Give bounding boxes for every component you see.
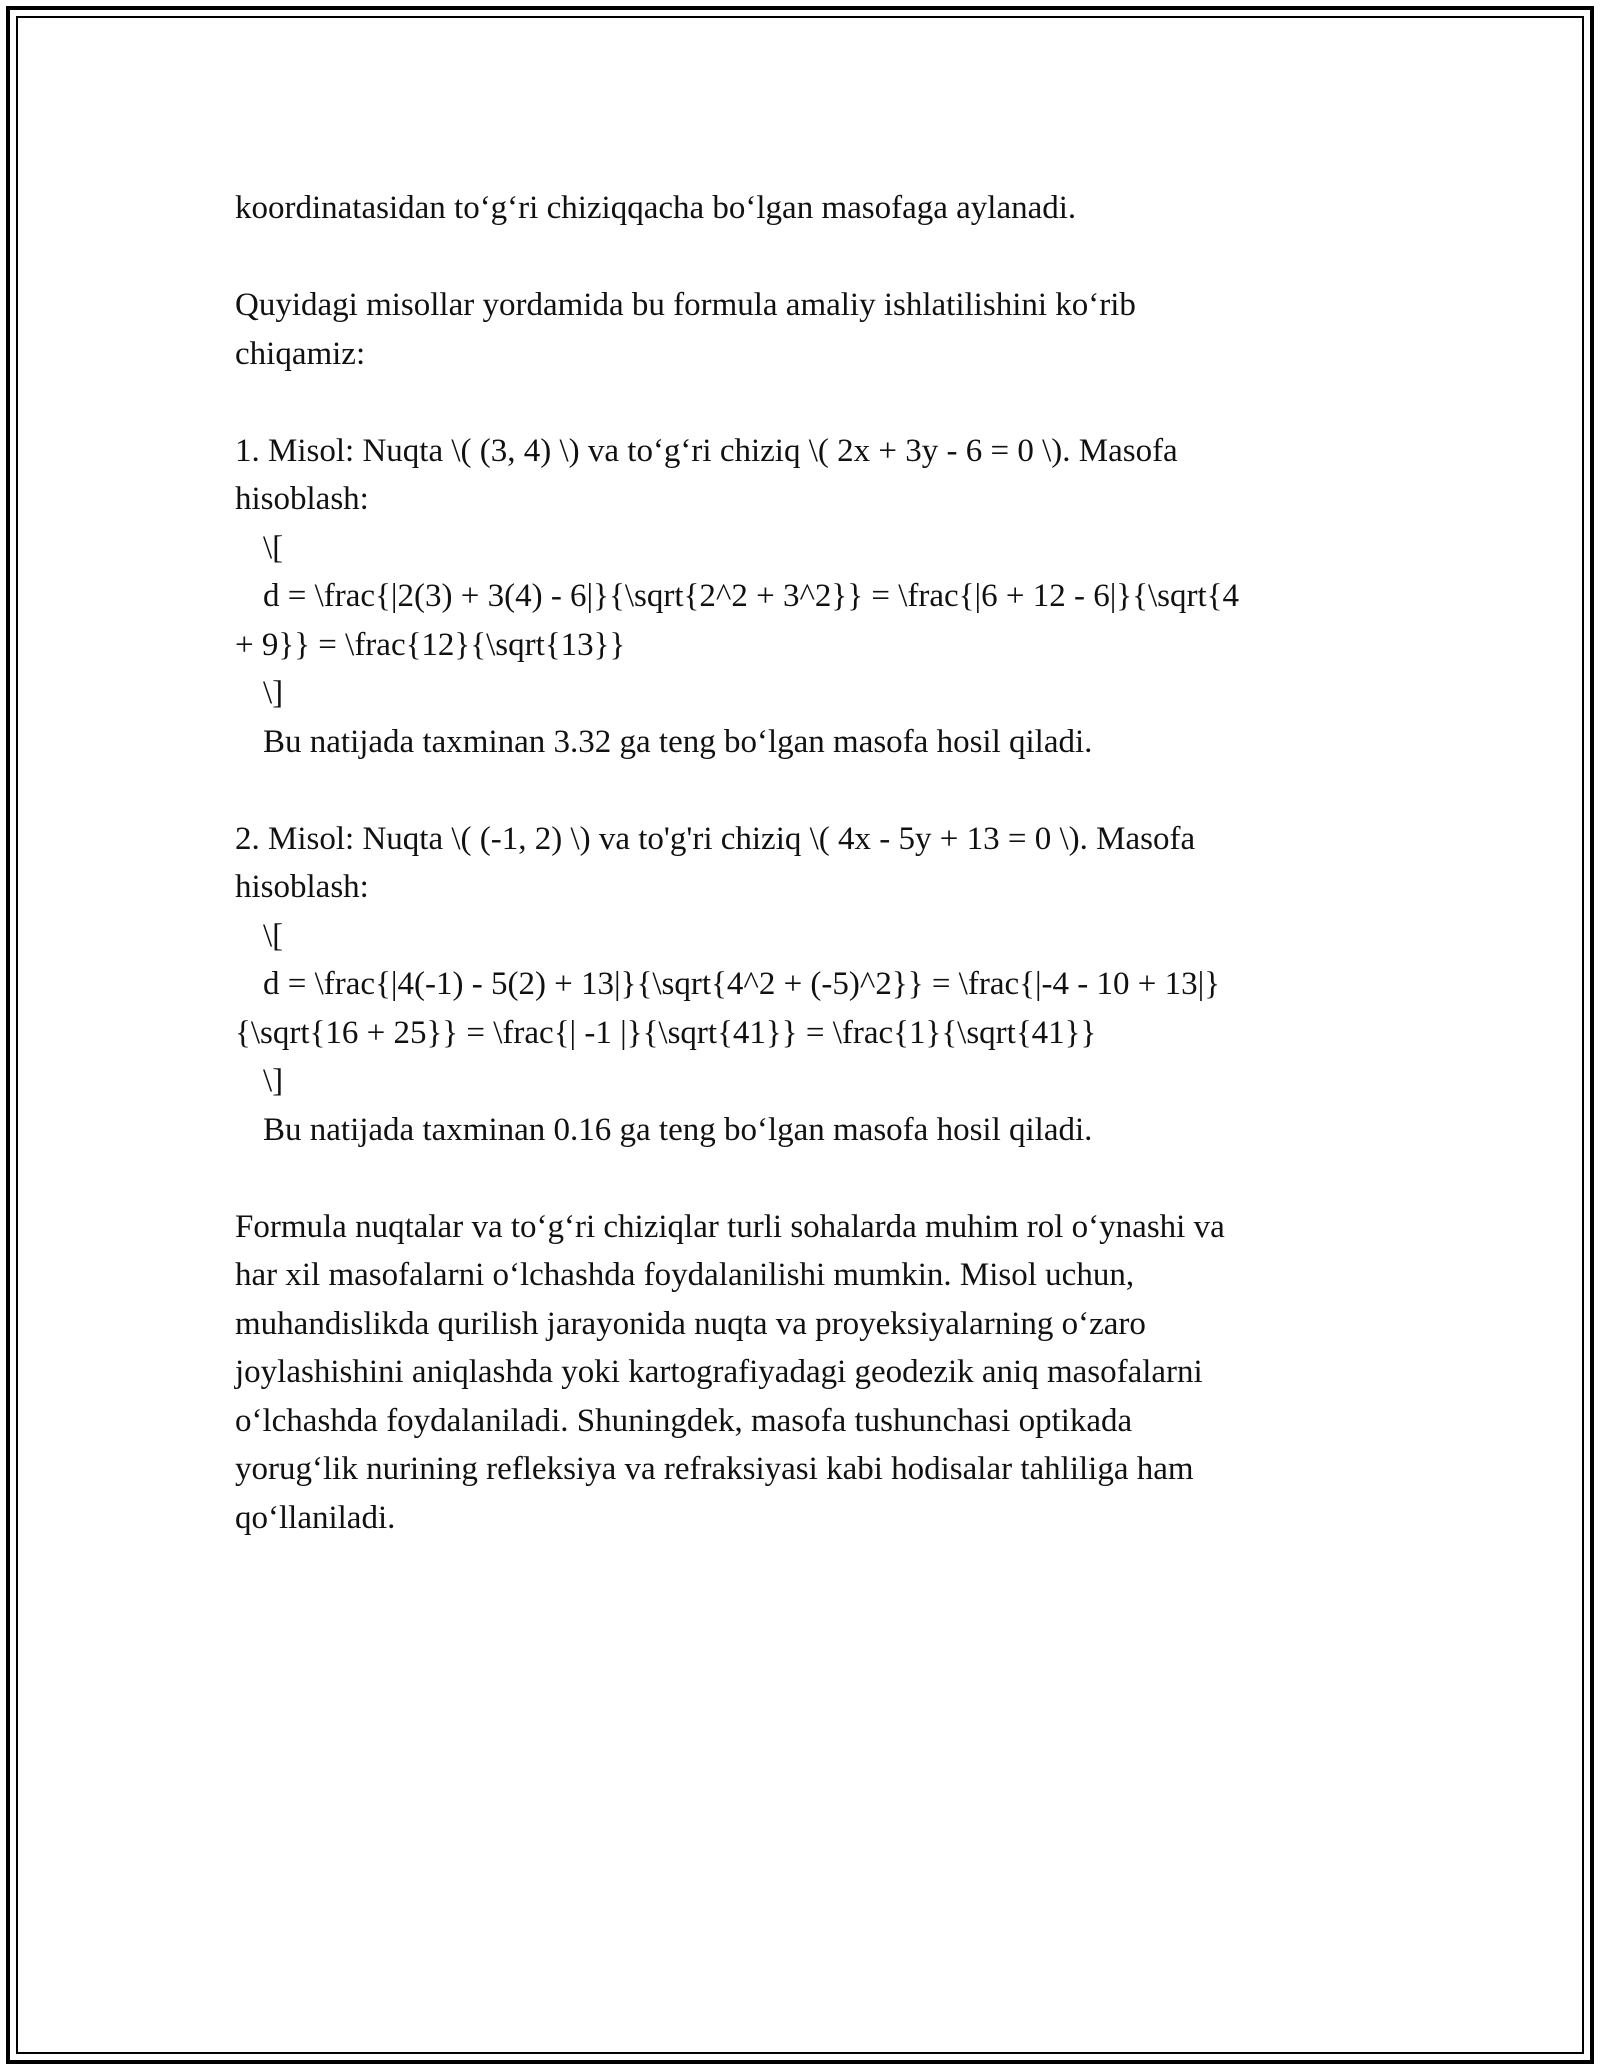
examples-intro-paragraph: [235, 281, 1355, 378]
example-1-formula: + 9}} = \frac{12}{\sqrt{13}}: [235, 626, 626, 663]
text-line: o‘lchashda foydalaniladi. Shuningdek, masofa tushunchasi optikada: [235, 1402, 1133, 1439]
example-1-formula: d = \frac{|2(3) + 3(4) - 6|}{\sqrt{2^2 + 3^2}} = \frac{|6 + 12 - 6|}{\sqrt{4: [263, 578, 1239, 614]
paragraph-gap: [235, 233, 1355, 282]
text-line: Formula nuqtalar va to‘g‘ri chiziqlar turli sohalarda muhim rol o‘ynashi va: [235, 1208, 1225, 1245]
text-line: koordinatasidan to‘g‘ri chiziqqacha bo‘lgan masofaga aylanadi.: [235, 190, 1077, 226]
intro-paragraph: [235, 184, 1355, 233]
example-2-result: Bu natijada taxminan 0.16 ga teng bo‘lgan masofa hosil qiladi.: [263, 1111, 1093, 1148]
document-body: [235, 184, 1355, 1542]
text-line: muhandislikda qurilish jarayonida nuqta va proyeksiyalarning o‘zaro: [235, 1305, 1146, 1342]
example-2-heading: hisoblash:: [235, 869, 369, 905]
example-1-open-bracket: \[: [263, 529, 284, 566]
text-line: Quyidagi misollar yordamida bu formula amaliy ishlatilishini ko‘rib: [235, 287, 1136, 323]
example-1-close-bracket: \]: [263, 675, 284, 711]
text-line: qo‘llaniladi.: [235, 1499, 396, 1536]
example-2-formula: {\sqrt{16 + 25}} = \frac{| -1 |}{\sqrt{41}} = \frac{1}{\sqrt{41}}: [235, 1014, 1097, 1051]
paragraph-gap: [235, 1154, 1355, 1203]
text-line: har xil masofalarni o‘lchashda foydalanilishi mumkin. Misol uchun,: [235, 1257, 1135, 1293]
paragraph-gap: [235, 378, 1355, 427]
example-2: [235, 815, 1355, 1155]
text-line: joylashishini aniqlashda yoki kartografiyadagi geodezik aniq masofalarni: [235, 1354, 1203, 1390]
example-2-open-bracket: \[: [263, 917, 284, 954]
example-2-close-bracket: \]: [263, 1063, 284, 1099]
example-1-heading: 1. Misol: Nuqta \( (3, 4) \) va to‘g‘ri chiziq \( 2x + 3y - 6 = 0 \). Masofa: [235, 432, 1178, 469]
paragraph-gap: [235, 766, 1355, 815]
example-2-formula: d = \frac{|4(-1) - 5(2) + 13|}{\sqrt{4^2 + (-5)^2}} = \frac{|-4 - 10 + 13|}: [263, 966, 1221, 1002]
text-line: chiqamiz:: [235, 335, 366, 372]
example-2-heading: 2. Misol: Nuqta \( (-1, 2) \) va to'g'ri chiziq \( 4x - 5y + 13 = 0 \). Masofa: [235, 820, 1196, 857]
example-1-result: Bu natijada taxminan 3.32 ga teng bo‘lgan masofa hosil qiladi.: [263, 723, 1093, 760]
example-1-heading: hisoblash:: [235, 481, 369, 517]
example-1: [235, 427, 1355, 767]
closing-paragraph: [235, 1203, 1355, 1543]
text-line: yorug‘lik nurining refleksiya va refraksiyasi kabi hodisalar tahliliga ham: [235, 1451, 1194, 1487]
